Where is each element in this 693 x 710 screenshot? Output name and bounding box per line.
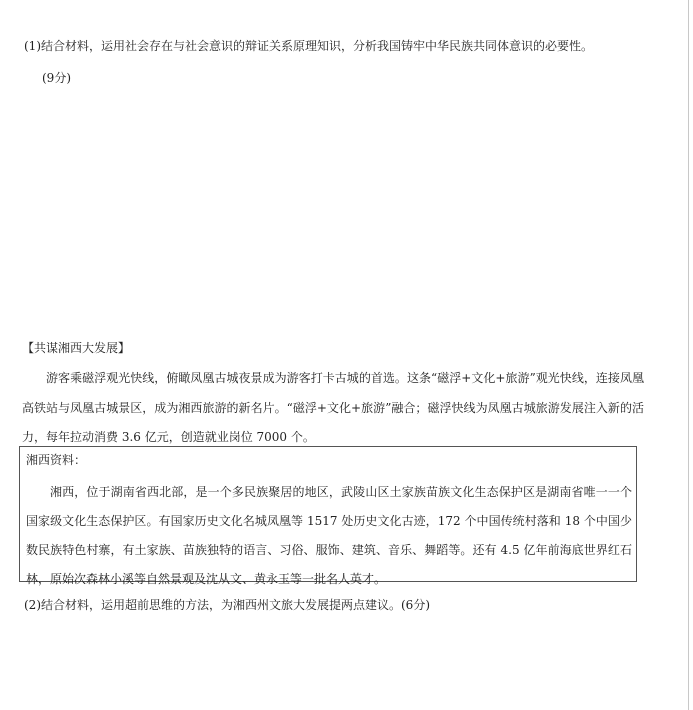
page-right-border xyxy=(688,0,689,710)
material-paragraph: 游客乘磁浮观光快线，俯瞰凤凰古城夜景成为游客打卡古城的首选。这条“磁浮+文化+旅游”观光快线，连接凤凰高铁站与凤凰古城景区，成为湘西旅游的新名片。“磁浮+文化+旅游”融合；磁浮快线为凤凰古城旅游发展注入新的活力，每年拉动消费 3.6 亿元，创造就业岗位 7000 个。 xyxy=(22,371,644,444)
material-box xyxy=(19,446,637,586)
material-box-label: 湘西资料： xyxy=(26,453,87,467)
question-1-score: (9分) xyxy=(42,71,71,85)
question-2-prompt: (2)结合材料，运用超前思维的方法，为湘西州文旅大发展提两点建议。(6分) xyxy=(24,598,430,612)
question-1-prompt: (1)结合材料，运用社会存在与社会意识的辩证关系原理知识，分析我国铸牢中华民族共同体意识的必要性。 xyxy=(24,39,594,53)
section-title: 【共谋湘西大发展】 xyxy=(22,341,131,355)
material-box-body: 湘西，位于湖南省西北部，是一个多民族聚居的地区，武陵山区土家族苗族文化生态保护区是湖南省唯一一个国家级文化生态保护区。有国家历史文化名城凤凰等 1517 处历史文化古迹，172 个中国传统村落和 18 个中国少数民族特色村寨，有土家族、苗族独特的语言、习俗、服饰、建筑、音乐、舞蹈等。还有 4.5 亿年前海底世界红石林，原始次森林小溪等自然景观及沈从文、黄永玉等一批名人英才。 xyxy=(26,485,632,586)
